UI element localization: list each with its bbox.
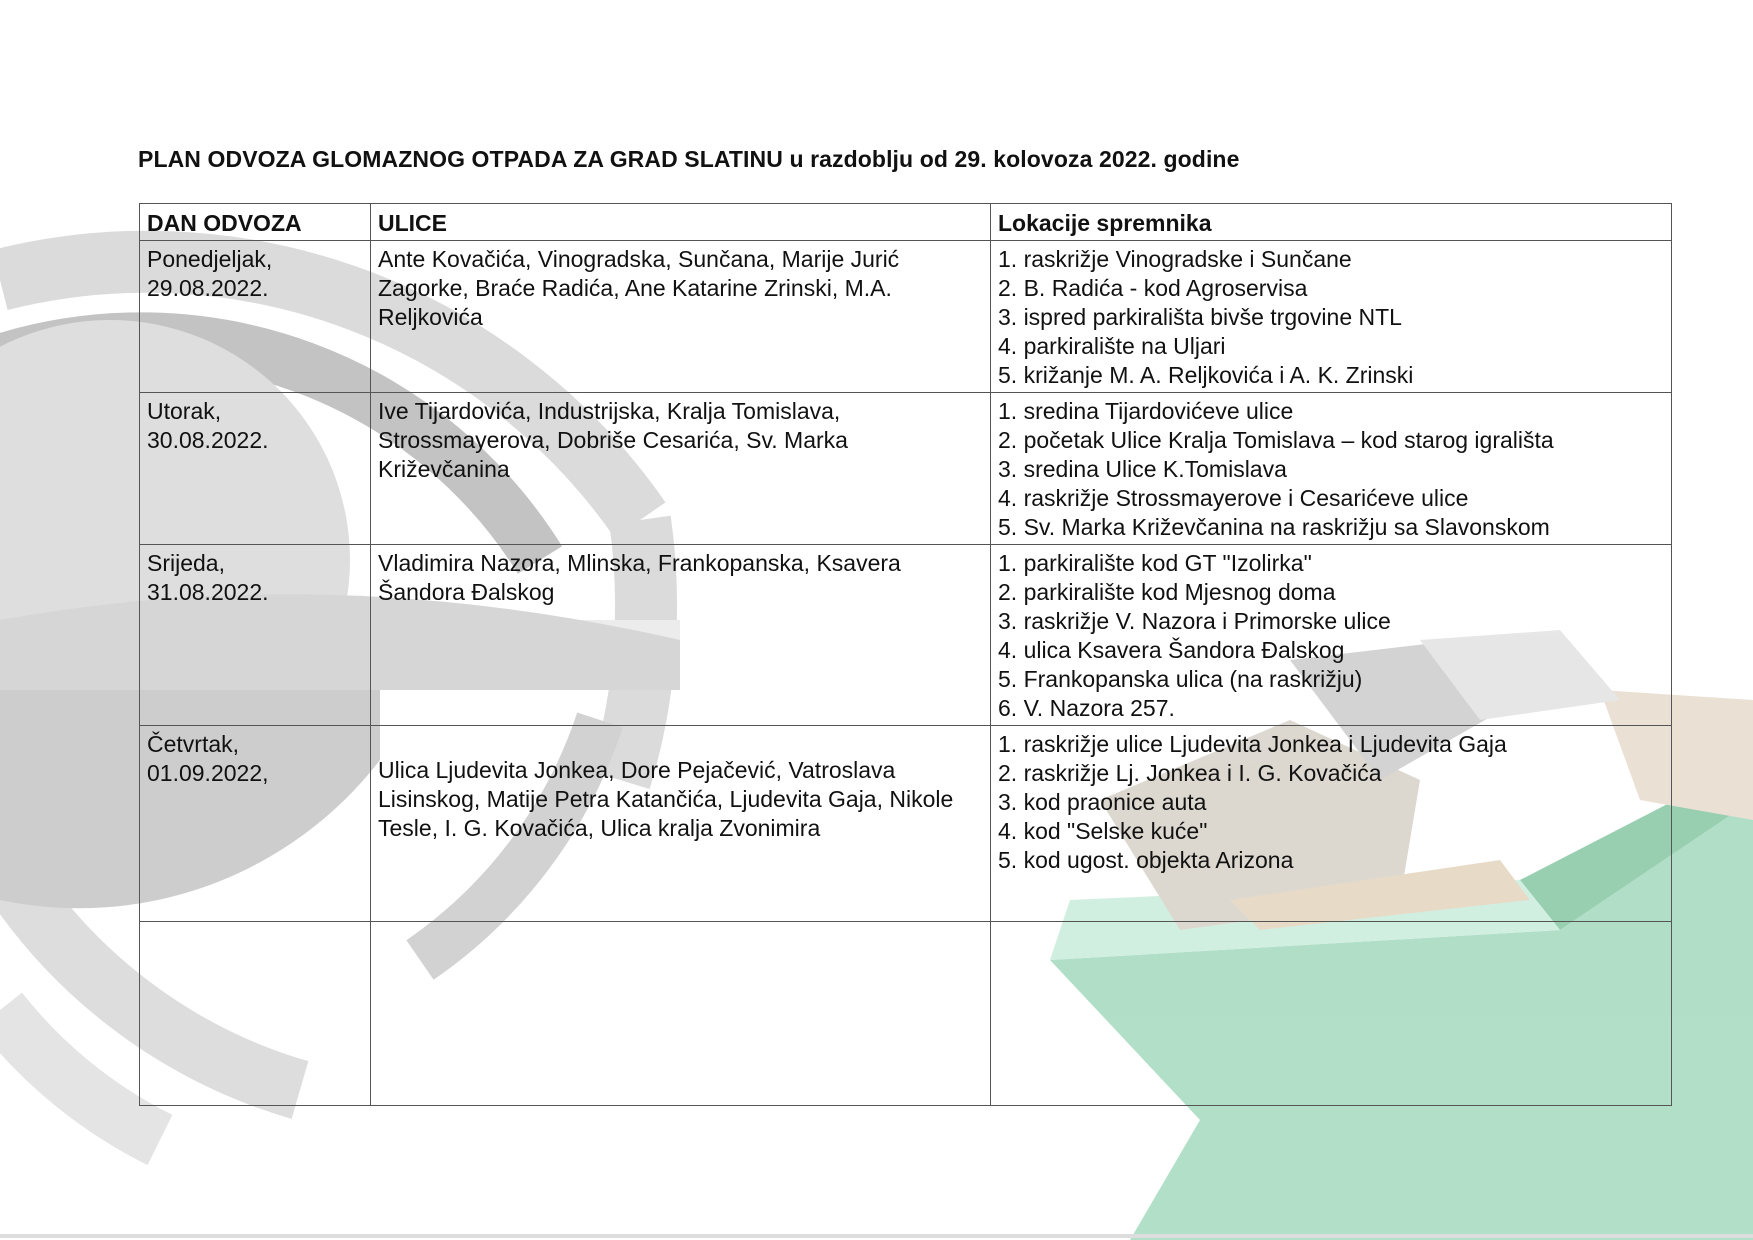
streets-cell: Vladimira Nazora, Mlinska, Frankopanska, Ksavera Šandora Đalskog [371,545,991,726]
locations-cell [991,241,1672,393]
header-streets: ULICE [371,204,991,241]
location-item: 1. parkiralište kod GT "Izolirka" [998,550,1312,576]
table-row [140,393,1672,545]
locations-cell [991,393,1672,545]
header-day: DAN ODVOZA [140,204,371,241]
streets-cell [371,726,991,922]
location-item: 1. sredina Tijardovićeve ulice [998,398,1294,424]
empty-cell [991,922,1672,1106]
table-header-row [140,204,1672,241]
location-item: 4. kod "Selske kuće" [998,818,1208,844]
page-title: PLAN ODVOZA GLOMAZNOG OTPADA ZA GRAD SLATINU u razdoblju od 29. kolovoza 2022. godine [138,146,1240,172]
location-item: 4. parkiralište na Uljari [998,333,1226,359]
streets-cell: Ante Kovačića, Vinogradska, Sunčana, Marije Jurić Zagorke, Braće Radića, Ane Katarine Zrinski, M.A. Reljkovića [371,241,991,393]
location-item: 4. ulica Ksavera Šandora Đalskog [998,637,1345,663]
location-item: 2. B. Radića - kod Agroservisa [998,275,1308,301]
day-date: 01.09.2022, [147,760,269,786]
empty-cell [371,922,991,1106]
location-item: 2. početak Ulice Kralja Tomislava – kod starog igrališta [998,427,1554,453]
location-item: 2. parkiralište kod Mjesnog doma [998,579,1336,605]
location-item: 3. ispred parkirališta bivše trgovine NTL [998,304,1402,330]
day-cell [140,545,371,726]
empty-cell [140,922,371,1106]
day-cell [140,393,371,545]
streets-cell: Ive Tijardovića, Industrijska, Kralja Tomislava, Strossmayerova, Dobriše Cesarića, Sv. Marka Križevčanina [371,393,991,545]
day-date: 29.08.2022. [147,275,269,301]
locations-cell [991,545,1672,726]
location-item: 1. raskrižje Vinogradske i Sunčane [998,246,1352,272]
location-item: 4. raskrižje Strossmayerove i Cesarićeve ulice [998,485,1469,511]
day-name: Ponedjeljak, [147,246,273,272]
location-item: 3. sredina Ulice K.Tomislava [998,456,1287,482]
location-item: 5. kod ugost. objekta Arizona [998,847,1294,873]
day-name: Četvrtak, [147,731,240,757]
day-name: Srijeda, [147,550,225,576]
location-item: 6. V. Nazora 257. [998,695,1175,721]
location-item: 5. Sv. Marka Križevčanina na raskrižju sa Slavonskom [998,514,1550,540]
schedule-table [139,203,1672,1106]
day-cell [140,726,371,922]
day-date: 30.08.2022. [147,427,269,453]
day-date: 31.08.2022. [147,579,269,605]
location-item: 2. raskrižje Lj. Jonkea i I. G. Kovačića [998,760,1382,786]
empty-table-row [140,922,1672,1106]
day-cell [140,241,371,393]
streets-text: Ulica Ljudevita Jonkea, Dore Pejačević, Vatroslava Lisinskog, Matije Petra Katančića, Ljudevita Gaja, Nikole Tesle, I. G. Kovačića, Ulica kralja Zvonimira [378,757,954,841]
table-row [140,726,1672,922]
header-locations: Lokacije spremnika [991,204,1672,241]
location-item: 3. kod praonice auta [998,789,1207,815]
location-item: 5. Frankopanska ulica (na raskrižju) [998,666,1363,692]
locations-cell [991,726,1672,922]
location-item: 5. križanje M. A. Reljkovića i A. K. Zrinski [998,362,1414,388]
location-item: 1. raskrižje ulice Ljudevita Jonkea i Ljudevita Gaja [998,731,1507,757]
day-name: Utorak, [147,398,222,424]
table-row [140,545,1672,726]
location-item: 3. raskrižje V. Nazora i Primorske ulice [998,608,1391,634]
table-row [140,241,1672,393]
